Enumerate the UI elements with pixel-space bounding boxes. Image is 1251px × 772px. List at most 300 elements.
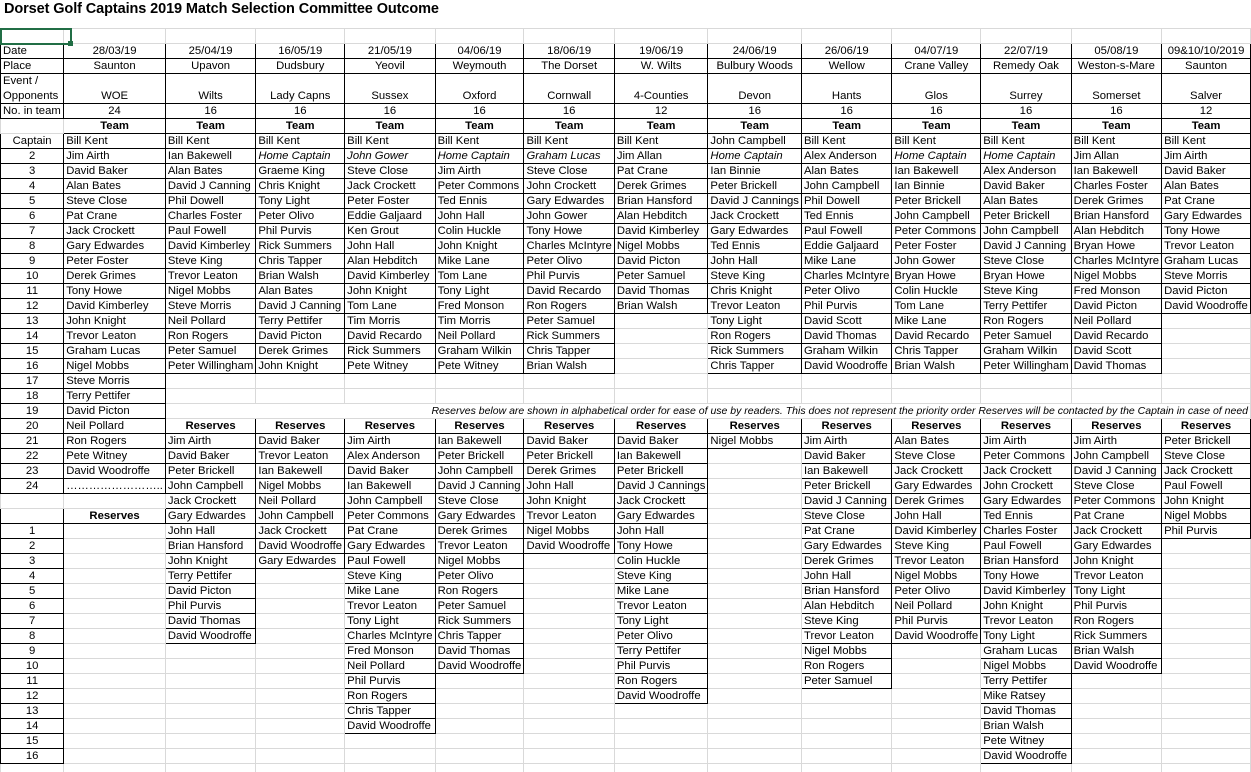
reserve-cell[interactable]: Gary Edwardes	[892, 479, 981, 494]
player-cell[interactable]: Phil Dowell	[165, 194, 255, 209]
empty-cell[interactable]	[165, 749, 255, 764]
player-cell[interactable]: Brian Hansford	[1071, 209, 1161, 224]
empty-cell[interactable]	[345, 374, 435, 389]
reserve-cell[interactable]: Graham Lucas	[981, 644, 1071, 659]
no-in-team-value[interactable]: 16	[892, 104, 981, 119]
empty-cell[interactable]	[64, 644, 166, 659]
player-cell[interactable]: Alan Hebditch	[1071, 224, 1161, 239]
empty-cell[interactable]	[708, 659, 802, 674]
empty-cell[interactable]	[1071, 674, 1161, 689]
player-cell[interactable]: Bill Kent	[981, 134, 1071, 149]
player-cell[interactable]: Tim Morris	[435, 314, 524, 329]
player-cell[interactable]: Brian Walsh	[614, 299, 708, 314]
player-cell[interactable]: ……………………..	[64, 479, 166, 494]
player-cell[interactable]: Derek Grimes	[1071, 194, 1161, 209]
empty-cell[interactable]	[1162, 314, 1251, 329]
empty-cell[interactable]	[435, 374, 524, 389]
no-in-team-value[interactable]: 16	[345, 104, 435, 119]
reserve-cell[interactable]: Mike Ratsey	[981, 689, 1071, 704]
empty-cell[interactable]	[892, 689, 981, 704]
reserve-cell[interactable]: Terry Pettifer	[165, 569, 255, 584]
player-cell[interactable]: Paul Fowell	[165, 224, 255, 239]
player-cell[interactable]: Neil Pollard	[165, 314, 255, 329]
reserve-cell[interactable]: John Hall	[524, 479, 614, 494]
reserve-cell[interactable]: Ian Bakewell	[614, 449, 708, 464]
player-cell[interactable]: Tom Lane	[345, 299, 435, 314]
empty-cell[interactable]	[708, 569, 802, 584]
empty-cell[interactable]	[1071, 389, 1161, 404]
player-cell[interactable]: Ian Bakewell	[165, 149, 255, 164]
player-cell[interactable]: Phil Purvis	[801, 299, 891, 314]
reserve-cell[interactable]: Ted Ennis	[981, 509, 1071, 524]
player-cell[interactable]: Peter Olivo	[801, 284, 891, 299]
player-cell[interactable]: Gary Edwardes	[524, 194, 614, 209]
date-value[interactable]: 22/07/19	[981, 44, 1071, 59]
player-cell[interactable]: Charles Foster	[165, 209, 255, 224]
player-cell[interactable]: Peter Olivo	[524, 254, 614, 269]
empty-cell[interactable]	[801, 389, 891, 404]
empty-cell[interactable]	[256, 644, 345, 659]
reserve-cell[interactable]: Mike Lane	[614, 584, 708, 599]
empty-cell[interactable]	[981, 764, 1071, 772]
player-cell[interactable]: Ian Bakewell	[1071, 164, 1161, 179]
player-cell[interactable]: Neil Pollard	[64, 419, 166, 434]
empty-cell[interactable]	[1071, 749, 1161, 764]
player-cell[interactable]: Bill Kent	[435, 134, 524, 149]
reserve-cell[interactable]: Alex Anderson	[345, 449, 435, 464]
reserve-cell[interactable]: Phil Purvis	[892, 614, 981, 629]
player-cell[interactable]: Graham Wilkin	[435, 344, 524, 359]
reserve-cell[interactable]: Paul Fowell	[981, 539, 1071, 554]
empty-cell[interactable]	[64, 749, 166, 764]
reserve-cell[interactable]: Nigel Mobbs	[801, 644, 891, 659]
player-cell[interactable]: Tony Light	[708, 314, 802, 329]
reserve-cell[interactable]: Peter Samuel	[801, 674, 891, 689]
empty-cell[interactable]	[1162, 599, 1251, 614]
empty-cell[interactable]	[614, 749, 708, 764]
empty-cell[interactable]	[64, 704, 166, 719]
reserve-cell[interactable]: Gary Edwardes	[345, 539, 435, 554]
empty-cell[interactable]	[524, 734, 614, 749]
player-cell[interactable]: Peter Willingham	[981, 359, 1071, 374]
player-cell[interactable]: Gary Edwardes	[1162, 209, 1251, 224]
empty-cell[interactable]	[435, 749, 524, 764]
reserve-cell[interactable]: John Hall	[892, 509, 981, 524]
player-cell[interactable]: David Recardo	[1071, 329, 1161, 344]
reserve-cell[interactable]: David J Canning	[1071, 464, 1161, 479]
player-cell[interactable]: Terry Pettifer	[981, 299, 1071, 314]
player-cell[interactable]: Bill Kent	[1071, 134, 1161, 149]
player-cell[interactable]: Jack Crockett	[64, 224, 166, 239]
player-cell[interactable]: David Baker	[1162, 164, 1251, 179]
reserve-cell[interactable]: Trevor Leaton	[345, 599, 435, 614]
player-cell[interactable]: Graham Wilkin	[981, 344, 1071, 359]
player-cell[interactable]: Jim Allan	[614, 149, 708, 164]
reserve-cell[interactable]: Pat Crane	[345, 524, 435, 539]
player-cell[interactable]: Derek Grimes	[614, 179, 708, 194]
reserve-cell[interactable]: John Campbell	[435, 464, 524, 479]
empty-cell[interactable]	[708, 674, 802, 689]
empty-cell[interactable]	[981, 374, 1071, 389]
empty-cell[interactable]	[524, 704, 614, 719]
reserve-cell[interactable]: Charles Foster	[981, 524, 1071, 539]
empty-cell[interactable]	[524, 749, 614, 764]
empty-cell[interactable]	[614, 389, 708, 404]
reserve-cell[interactable]: David Woodroffe	[981, 749, 1071, 764]
empty-cell[interactable]	[708, 524, 802, 539]
reserve-cell[interactable]: Jack Crockett	[1162, 464, 1251, 479]
player-cell[interactable]: Colin Huckle	[892, 284, 981, 299]
reserve-cell[interactable]: Trevor Leaton	[614, 599, 708, 614]
reserve-cell[interactable]: David Picton	[165, 584, 255, 599]
player-cell[interactable]: Ian Binnie	[708, 164, 802, 179]
reserve-cell[interactable]: Paul Fowell	[345, 554, 435, 569]
empty-cell[interactable]	[801, 734, 891, 749]
player-cell[interactable]: Home Captain	[981, 149, 1071, 164]
reserve-cell[interactable]: Nigel Mobbs	[256, 479, 345, 494]
player-cell[interactable]: Mike Lane	[892, 314, 981, 329]
reserve-cell[interactable]: Trevor Leaton	[892, 554, 981, 569]
player-cell[interactable]: John Hall	[708, 254, 802, 269]
player-cell[interactable]: Rick Summers	[256, 239, 345, 254]
empty-cell[interactable]	[708, 449, 802, 464]
place-value[interactable]: Yeovil	[345, 59, 435, 74]
player-cell[interactable]: Ted Ennis	[435, 194, 524, 209]
reserve-cell[interactable]: Pat Crane	[1071, 509, 1161, 524]
player-cell[interactable]: Alex Anderson	[801, 149, 891, 164]
player-cell[interactable]: Nigel Mobbs	[64, 359, 166, 374]
empty-cell[interactable]	[524, 374, 614, 389]
player-cell[interactable]: Peter Commons	[892, 224, 981, 239]
player-cell[interactable]: Steve King	[981, 284, 1071, 299]
player-cell[interactable]: David Kimberley	[614, 224, 708, 239]
player-cell[interactable]: Ron Rogers	[708, 329, 802, 344]
empty-cell[interactable]	[165, 389, 255, 404]
reserve-cell[interactable]: Gary Edwardes	[165, 509, 255, 524]
reserve-cell[interactable]: Derek Grimes	[892, 494, 981, 509]
player-cell[interactable]: Trevor Leaton	[1162, 239, 1251, 254]
empty-cell[interactable]	[256, 674, 345, 689]
empty-cell[interactable]	[345, 389, 435, 404]
reserve-cell[interactable]: Tony Light	[1071, 584, 1161, 599]
empty-cell[interactable]	[892, 374, 981, 389]
reserve-cell[interactable]: Trevor Leaton	[524, 509, 614, 524]
reserve-cell[interactable]: Nigel Mobbs	[892, 569, 981, 584]
player-cell[interactable]: Bill Kent	[345, 134, 435, 149]
empty-cell[interactable]	[708, 554, 802, 569]
reserve-cell[interactable]: David Baker	[614, 434, 708, 449]
reserve-cell[interactable]: John Knight	[1071, 554, 1161, 569]
opponents-value[interactable]: Lady Capns	[256, 89, 345, 104]
place-value[interactable]: W. Wilts	[614, 59, 708, 74]
player-cell[interactable]: Steve Morris	[64, 374, 166, 389]
empty-cell[interactable]	[64, 674, 166, 689]
reserve-cell[interactable]: Steve Close	[435, 494, 524, 509]
empty-cell[interactable]	[801, 689, 891, 704]
reserve-cell[interactable]: John Knight	[981, 599, 1071, 614]
no-in-team-value[interactable]: 12	[614, 104, 708, 119]
empty-cell[interactable]	[435, 689, 524, 704]
reserve-cell[interactable]: David Kimberley	[892, 524, 981, 539]
player-cell[interactable]: Bill Kent	[614, 134, 708, 149]
empty-cell[interactable]	[1071, 29, 1161, 44]
player-cell[interactable]: Brian Hansford	[614, 194, 708, 209]
player-cell[interactable]: John Knight	[256, 359, 345, 374]
reserve-cell[interactable]: Jack Crockett	[892, 464, 981, 479]
reserve-cell[interactable]: Jack Crockett	[256, 524, 345, 539]
player-cell[interactable]: Bill Kent	[892, 134, 981, 149]
reserve-cell[interactable]: Nigel Mobbs	[1162, 509, 1251, 524]
player-cell[interactable]: Trevor Leaton	[165, 269, 255, 284]
player-cell[interactable]: Eddie Galjaard	[345, 209, 435, 224]
reserve-cell[interactable]: Jim Airth	[981, 434, 1071, 449]
player-cell[interactable]: David Thomas	[801, 329, 891, 344]
empty-cell[interactable]	[892, 659, 981, 674]
empty-cell[interactable]	[1162, 749, 1251, 764]
place-value[interactable]: Wellow	[801, 59, 891, 74]
player-cell[interactable]: Ian Binnie	[892, 179, 981, 194]
reserve-cell[interactable]: Peter Brickell	[165, 464, 255, 479]
active-cell[interactable]	[1, 29, 64, 44]
player-cell[interactable]: Derek Grimes	[256, 344, 345, 359]
player-cell[interactable]: David Kimberley	[165, 239, 255, 254]
player-cell[interactable]: Chris Tapper	[256, 254, 345, 269]
empty-cell[interactable]	[1071, 764, 1161, 772]
empty-cell[interactable]	[64, 659, 166, 674]
empty-cell[interactable]	[524, 389, 614, 404]
place-value[interactable]: Upavon	[165, 59, 255, 74]
place-value[interactable]: Saunton	[1162, 59, 1251, 74]
player-cell[interactable]: David Woodroffe	[801, 359, 891, 374]
player-cell[interactable]: Tom Lane	[892, 299, 981, 314]
reserve-cell[interactable]: Phil Purvis	[165, 599, 255, 614]
opponents-value-top[interactable]	[708, 74, 802, 89]
opponents-value[interactable]: WOE	[64, 89, 166, 104]
no-in-team-value[interactable]: 16	[435, 104, 524, 119]
reserve-cell[interactable]: Steve Close	[1162, 449, 1251, 464]
player-cell[interactable]: Alan Bates	[165, 164, 255, 179]
player-cell[interactable]: Peter Brickell	[892, 194, 981, 209]
player-cell[interactable]: Graeme King	[256, 164, 345, 179]
opponents-value[interactable]: Wilts	[165, 89, 255, 104]
player-cell[interactable]: John Knight	[345, 284, 435, 299]
empty-cell[interactable]	[256, 629, 345, 644]
reserve-cell[interactable]: David J Cannings	[614, 479, 708, 494]
place-value[interactable]: Weymouth	[435, 59, 524, 74]
reserve-cell[interactable]: Peter Brickell	[524, 449, 614, 464]
player-cell[interactable]: Pete Witney	[435, 359, 524, 374]
date-value[interactable]: 21/05/19	[345, 44, 435, 59]
player-cell[interactable]: David Thomas	[1071, 359, 1161, 374]
player-cell[interactable]: John Knight	[64, 314, 166, 329]
player-cell[interactable]: Jim Airth	[64, 149, 166, 164]
player-cell[interactable]: Peter Samuel	[981, 329, 1071, 344]
reserve-cell[interactable]: Peter Commons	[981, 449, 1071, 464]
reserve-cell[interactable]: Jack Crockett	[614, 494, 708, 509]
empty-cell[interactable]	[801, 749, 891, 764]
reserve-cell[interactable]: Tony Light	[614, 614, 708, 629]
player-cell[interactable]: Pete Witney	[64, 449, 166, 464]
empty-cell[interactable]	[708, 749, 802, 764]
empty-cell[interactable]	[165, 674, 255, 689]
reserve-cell[interactable]: David Thomas	[165, 614, 255, 629]
reserve-cell[interactable]: Terry Pettifer	[981, 674, 1071, 689]
empty-cell[interactable]	[892, 704, 981, 719]
reserve-cell[interactable]: Steve King	[892, 539, 981, 554]
empty-cell[interactable]	[892, 749, 981, 764]
reserve-cell[interactable]: Peter Olivo	[892, 584, 981, 599]
empty-cell[interactable]	[708, 644, 802, 659]
reserve-cell[interactable]: Ron Rogers	[1071, 614, 1161, 629]
empty-cell[interactable]	[614, 704, 708, 719]
date-value[interactable]: 18/06/19	[524, 44, 614, 59]
player-cell[interactable]: Ron Rogers	[64, 434, 166, 449]
player-cell[interactable]: Home Captain	[892, 149, 981, 164]
player-cell[interactable]: Ted Ennis	[708, 239, 802, 254]
reserve-cell[interactable]: Tony Howe	[614, 539, 708, 554]
reserve-cell[interactable]: Tony Light	[981, 629, 1071, 644]
empty-cell[interactable]	[1162, 29, 1251, 44]
player-cell[interactable]: Jim Airth	[1162, 149, 1251, 164]
player-cell[interactable]: Bryan Howe	[981, 269, 1071, 284]
no-in-team-value[interactable]: 12	[1162, 104, 1251, 119]
reserve-cell[interactable]: Gary Edwardes	[1071, 539, 1161, 554]
player-cell[interactable]: David Picton	[614, 254, 708, 269]
opponents-value[interactable]: Cornwall	[524, 89, 614, 104]
reserve-cell[interactable]: Nigel Mobbs	[708, 434, 802, 449]
reserve-cell[interactable]: David Thomas	[981, 704, 1071, 719]
empty-cell[interactable]	[345, 734, 435, 749]
player-cell[interactable]: Peter Foster	[64, 254, 166, 269]
empty-cell[interactable]	[801, 29, 891, 44]
player-cell[interactable]: Ron Rogers	[981, 314, 1071, 329]
reserve-cell[interactable]: Nigel Mobbs	[981, 659, 1071, 674]
player-cell[interactable]: Pete Witney	[345, 359, 435, 374]
opponents-value-top[interactable]	[64, 74, 166, 89]
player-cell[interactable]: Nigel Mobbs	[165, 284, 255, 299]
reserve-cell[interactable]: Peter Olivo	[435, 569, 524, 584]
player-cell[interactable]: Neil Pollard	[435, 329, 524, 344]
player-cell[interactable]: Chris Tapper	[524, 344, 614, 359]
empty-cell[interactable]	[1162, 569, 1251, 584]
empty-cell[interactable]	[165, 734, 255, 749]
empty-cell[interactable]	[892, 29, 981, 44]
reserve-cell[interactable]: David Woodroffe	[1071, 659, 1161, 674]
empty-cell[interactable]	[1071, 719, 1161, 734]
empty-cell[interactable]	[614, 764, 708, 772]
player-cell[interactable]: Steve Close	[345, 164, 435, 179]
empty-cell[interactable]	[1162, 614, 1251, 629]
empty-cell[interactable]	[165, 659, 255, 674]
player-cell[interactable]: Tim Morris	[345, 314, 435, 329]
empty-cell[interactable]	[64, 524, 166, 539]
reserve-cell[interactable]: David Baker	[524, 434, 614, 449]
player-cell[interactable]: Peter Samuel	[614, 269, 708, 284]
player-cell[interactable]: Graham Lucas	[1162, 254, 1251, 269]
empty-cell[interactable]	[524, 659, 614, 674]
player-cell[interactable]: Peter Brickell	[708, 179, 802, 194]
place-value[interactable]: Saunton	[64, 59, 166, 74]
empty-cell[interactable]	[1, 764, 64, 772]
reserve-cell[interactable]: John Hall	[165, 524, 255, 539]
place-value[interactable]: The Dorset	[524, 59, 614, 74]
player-cell[interactable]: Tony Howe	[524, 224, 614, 239]
reserve-cell[interactable]: Jim Airth	[165, 434, 255, 449]
player-cell[interactable]: Ken Grout	[345, 224, 435, 239]
reserve-cell[interactable]: David Thomas	[435, 644, 524, 659]
empty-cell[interactable]	[256, 719, 345, 734]
empty-cell[interactable]	[614, 29, 708, 44]
player-cell[interactable]: Jim Allan	[1071, 149, 1161, 164]
player-cell[interactable]: Phil Purvis	[524, 269, 614, 284]
empty-cell[interactable]	[614, 344, 708, 359]
reserve-cell[interactable]: David Woodroffe	[345, 719, 435, 734]
empty-cell[interactable]	[64, 539, 166, 554]
opponents-value[interactable]: Hants	[801, 89, 891, 104]
empty-cell[interactable]	[708, 464, 802, 479]
player-cell[interactable]: Pat Crane	[614, 164, 708, 179]
player-cell[interactable]: David Picton	[256, 329, 345, 344]
empty-cell[interactable]	[524, 614, 614, 629]
empty-cell[interactable]	[708, 614, 802, 629]
reserve-cell[interactable]: John Campbell	[165, 479, 255, 494]
player-cell[interactable]: David Woodroffe	[64, 464, 166, 479]
empty-cell[interactable]	[256, 659, 345, 674]
empty-cell[interactable]	[1162, 719, 1251, 734]
player-cell[interactable]: Terry Pettifer	[64, 389, 166, 404]
empty-cell[interactable]	[1162, 764, 1251, 772]
reserve-cell[interactable]: Nigel Mobbs	[435, 554, 524, 569]
empty-cell[interactable]	[165, 704, 255, 719]
player-cell[interactable]: Bill Kent	[801, 134, 891, 149]
player-cell[interactable]: David Woodroffe	[1162, 299, 1251, 314]
empty-cell[interactable]	[1071, 374, 1161, 389]
reserve-cell[interactable]: Gary Edwardes	[256, 554, 345, 569]
reserve-cell[interactable]: Ian Bakewell	[801, 464, 891, 479]
empty-cell[interactable]	[1162, 644, 1251, 659]
player-cell[interactable]: Peter Olivo	[256, 209, 345, 224]
player-cell[interactable]: John Crockett	[524, 179, 614, 194]
player-cell[interactable]: John Gower	[345, 149, 435, 164]
player-cell[interactable]: Alan Bates	[1162, 179, 1251, 194]
reserve-cell[interactable]: Peter Brickell	[614, 464, 708, 479]
reserve-cell[interactable]: Ron Rogers	[614, 674, 708, 689]
empty-cell[interactable]	[1162, 359, 1251, 374]
player-cell[interactable]: Chris Tapper	[892, 344, 981, 359]
player-cell[interactable]: David Thomas	[614, 284, 708, 299]
empty-cell[interactable]	[708, 599, 802, 614]
opponents-value[interactable]: Devon	[708, 89, 802, 104]
player-cell[interactable]: Peter Willingham	[165, 359, 255, 374]
player-cell[interactable]: Rick Summers	[345, 344, 435, 359]
player-cell[interactable]: Bill Kent	[256, 134, 345, 149]
reserve-cell[interactable]: Alan Bates	[892, 434, 981, 449]
player-cell[interactable]: Steve Close	[64, 194, 166, 209]
date-value[interactable]: 09&10/10/2019	[1162, 44, 1251, 59]
player-cell[interactable]: Peter Foster	[345, 194, 435, 209]
reserve-cell[interactable]: Fred Monson	[345, 644, 435, 659]
reserve-cell[interactable]: David J Canning	[801, 494, 891, 509]
player-cell[interactable]: David Kimberley	[64, 299, 166, 314]
empty-cell[interactable]	[435, 674, 524, 689]
empty-cell[interactable]	[256, 599, 345, 614]
player-cell[interactable]: Charles McIntyre	[801, 269, 891, 284]
reserve-cell[interactable]: David Woodroffe	[256, 539, 345, 554]
empty-cell[interactable]	[708, 764, 802, 772]
reserve-cell[interactable]: John Knight	[165, 554, 255, 569]
player-cell[interactable]: Jim Airth	[435, 164, 524, 179]
date-value[interactable]: 28/03/19	[64, 44, 166, 59]
